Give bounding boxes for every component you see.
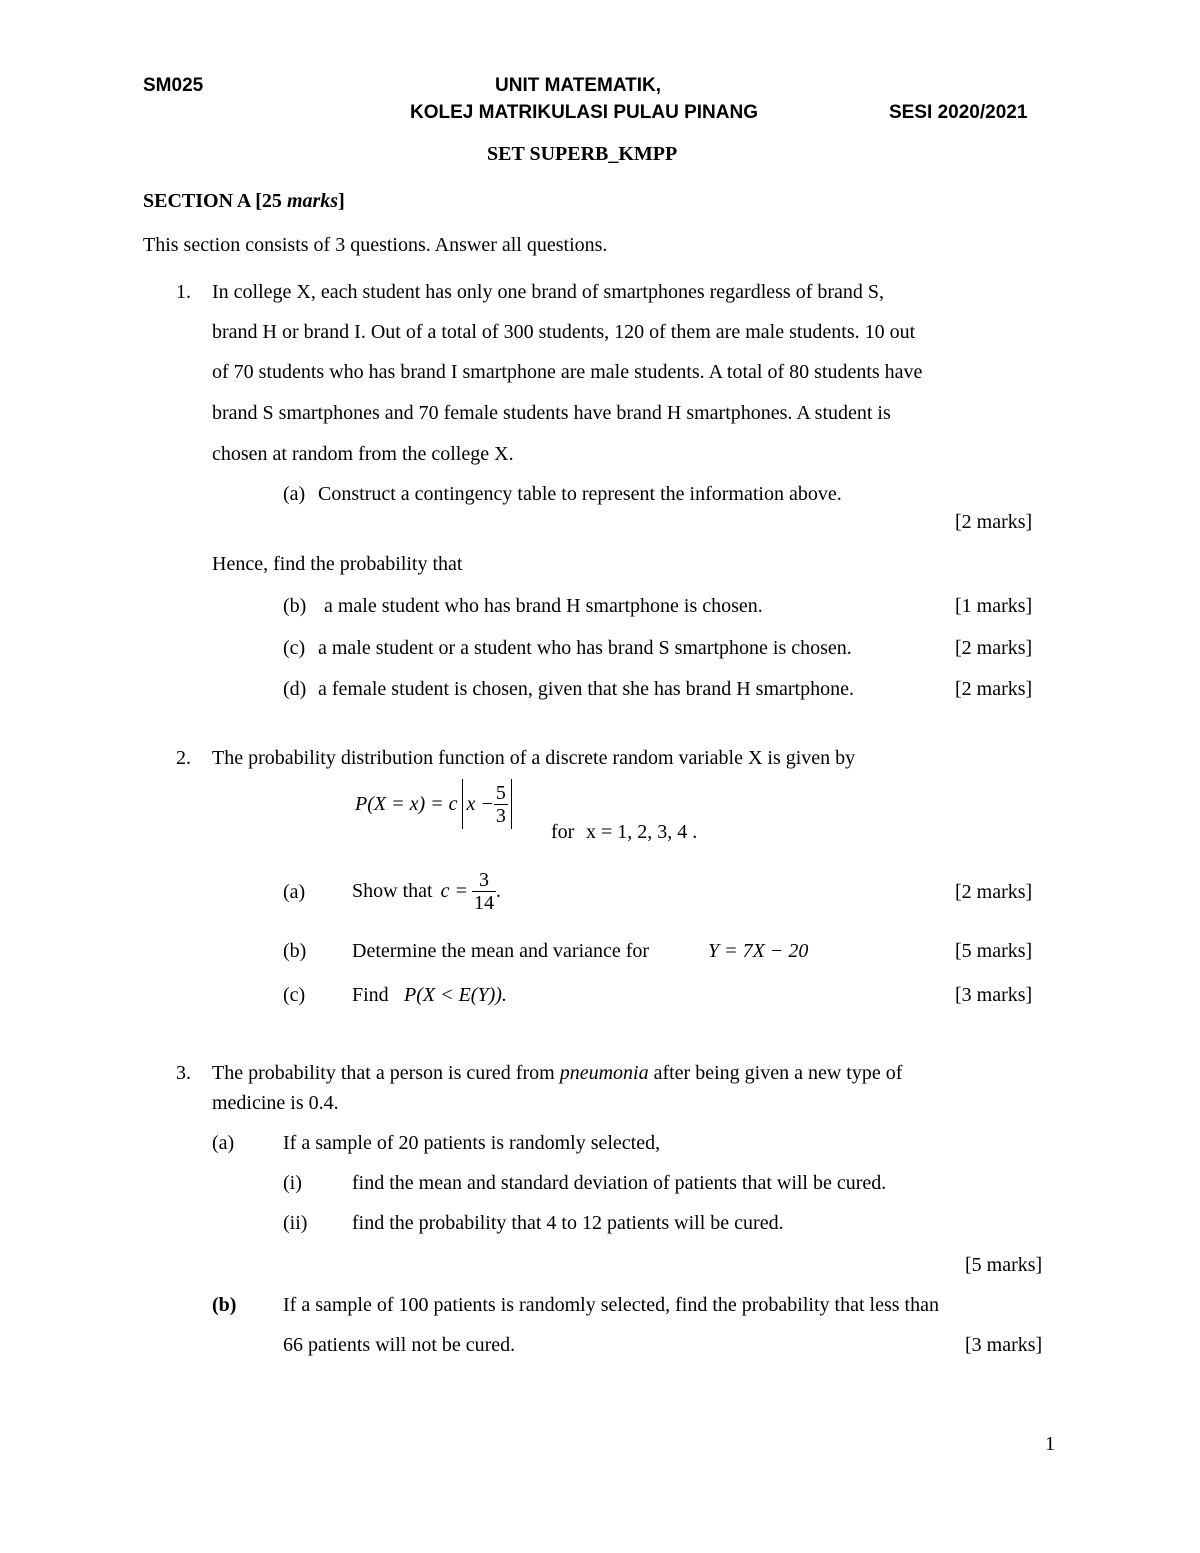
q2a-fraction: $\frac{3}{14}$: [473, 868, 494, 914]
q2c-marks: [3 marks]: [955, 984, 1033, 1006]
q3-number: 3.: [176, 1062, 191, 1084]
q3-line2: medicine is 0.4.: [212, 1092, 339, 1114]
q3a-marks: [5 marks]: [965, 1254, 1043, 1276]
unit-name: UNIT MATEMATIK,: [495, 75, 662, 96]
q3a-text: If a sample of 20 patients is randomly selected,: [283, 1132, 661, 1154]
set-title: SET SUPERB_KMPP: [487, 143, 678, 165]
q3aii-text: find the probability that 4 to 12 patients will be cured.: [352, 1212, 784, 1234]
q2-pdf-formula: [355, 776, 512, 832]
q1a-marks: [2 marks]: [955, 511, 1033, 533]
q2-formula-for: for: [551, 821, 575, 843]
q3ai-text: find the mean and standard deviation of patients that will be cured.: [352, 1172, 887, 1194]
q2b-text: Determine the mean and variance for: [352, 940, 650, 962]
q3aii-label: (ii): [283, 1212, 308, 1234]
q2a-end: .: [495, 879, 501, 902]
abs-bar-left: [462, 779, 463, 829]
abs-bar-right: [511, 779, 512, 829]
q1c-label: (c): [283, 637, 306, 659]
q1-line: brand S smartphones and 70 female students have brand H smartphones. A student is: [212, 402, 891, 424]
q1d-marks: [2 marks]: [955, 678, 1033, 700]
q2-formula-fraction: $\frac{5}{3}$: [495, 781, 506, 827]
q2b-expr: Y = 7X − 20: [708, 940, 809, 962]
q2-intro: The probability distribution function of a discrete random variable X is given by: [212, 747, 856, 769]
q1c-marks: [2 marks]: [955, 637, 1033, 659]
college-name: KOLEJ MATRIKULASI PULAU PINANG: [410, 102, 758, 123]
q1-hence: Hence, find the probability that: [212, 553, 463, 575]
q2-formula-lhs: P(X = x) = c: [355, 792, 458, 815]
q3b-line1: If a sample of 100 patients is randomly selected, find the probability that less than: [283, 1294, 939, 1316]
q1-line: brand H or brand I. Out of a total of 300 students, 120 of them are male students. 10 out: [212, 321, 916, 343]
q3b-label: (b): [212, 1294, 237, 1316]
q2c-expr: P(X < E(Y)).: [404, 984, 507, 1006]
q2-formula-x-minus: x −: [466, 792, 494, 815]
q2c-label: (c): [283, 984, 306, 1006]
q1-line: of 70 students who has brand I smartphone are male students. A total of 80 students have: [212, 361, 923, 383]
q1a-label: (a): [283, 483, 306, 505]
q3-line1: The probability that a person is cured from pneumonia after being given a new type of: [212, 1062, 903, 1084]
page-number: 1: [1045, 1433, 1055, 1455]
q1c-text: a male student or a student who has brand S smartphone is chosen.: [318, 637, 852, 659]
q1-number: 1.: [176, 281, 191, 303]
q2a-expr: c =: [440, 879, 468, 902]
q3b-line2: 66 patients will not be cured.: [283, 1334, 516, 1356]
q2b-label: (b): [283, 940, 307, 962]
q1b-marks: [1 marks]: [955, 595, 1033, 617]
q1a-text: Construct a contingency table to represent the information above.: [318, 483, 842, 505]
q2a-content: [352, 862, 501, 920]
section-instruction: This section consists of 3 questions. Answer all questions.: [143, 234, 608, 256]
q2a-text: Show that: [352, 879, 433, 902]
q2b-marks: [5 marks]: [955, 940, 1033, 962]
q1d-label: (d): [283, 678, 307, 700]
q3ai-label: (i): [283, 1172, 302, 1194]
session: SESI 2020/2021: [889, 102, 1028, 123]
course-code: SM025: [143, 75, 204, 96]
q2a-label: (a): [283, 881, 306, 903]
q3a-label: (a): [212, 1132, 235, 1154]
q2-number: 2.: [176, 747, 191, 769]
q1d-text: a female student is chosen, given that she has brand H smartphone.: [318, 678, 854, 700]
q2a-marks: [2 marks]: [955, 881, 1033, 903]
section-title: SECTION A [25 marks]: [143, 190, 345, 212]
q1b-text: a male student who has brand H smartphone is chosen.: [324, 595, 763, 617]
q1b-label: (b): [283, 595, 307, 617]
q2c-text: Find: [352, 984, 389, 1006]
q1-line: chosen at random from the college X.: [212, 443, 514, 465]
q2-formula-domain: x = 1, 2, 3, 4 .: [586, 821, 698, 843]
q3b-marks: [3 marks]: [965, 1334, 1043, 1356]
q1-line: In college X, each student has only one brand of smartphones regardless of brand S,: [212, 281, 885, 303]
